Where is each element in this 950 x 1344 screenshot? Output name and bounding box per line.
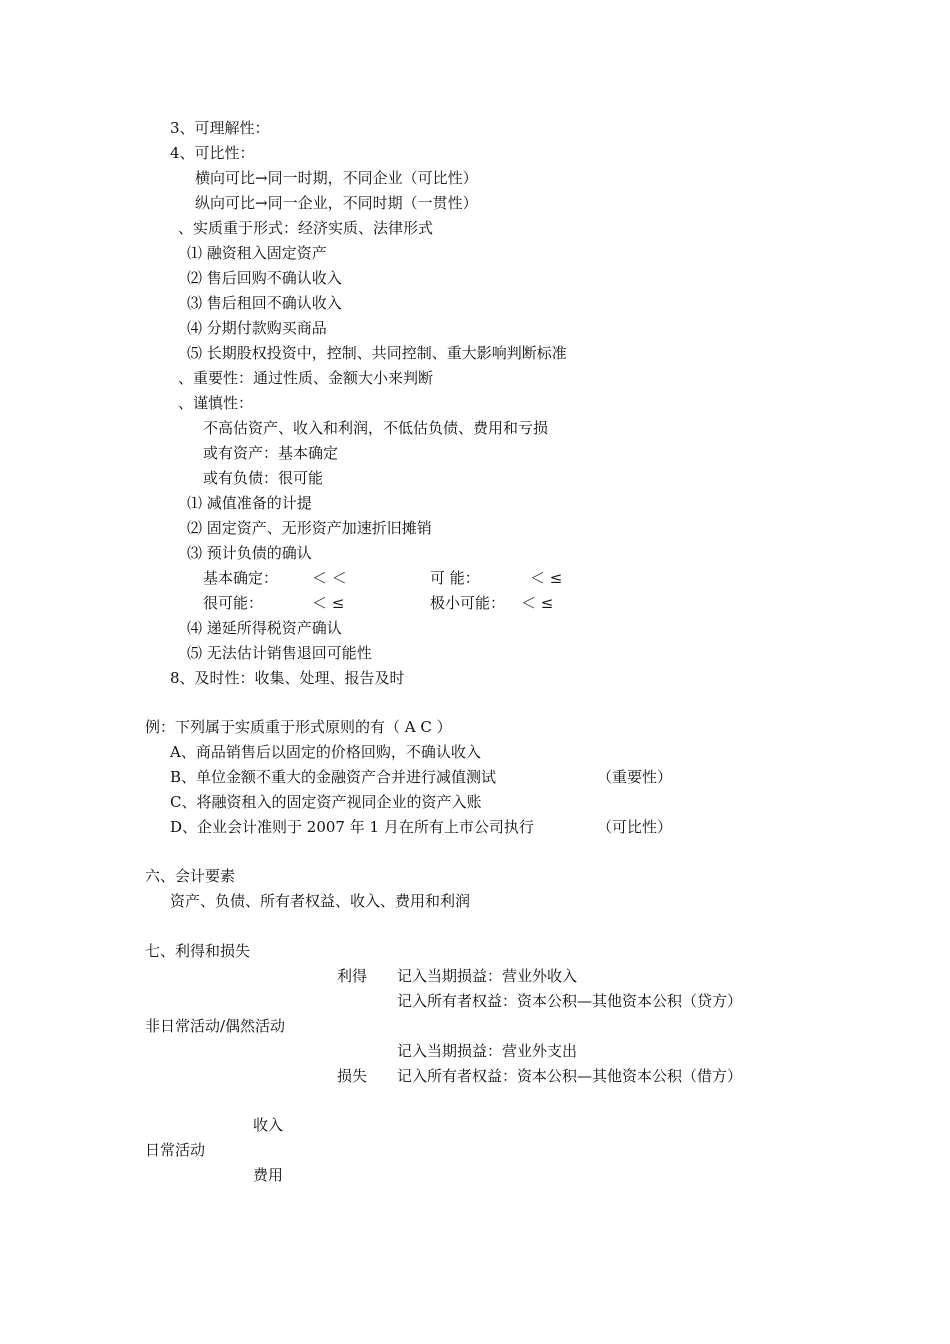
quality-item-7-sub-1: ⑴ 减值准备的计提 bbox=[187, 494, 312, 512]
quality-item-5-sub-3: ⑶ 售后租回不确认收入 bbox=[187, 294, 342, 312]
quality-item-7: 、谨慎性： bbox=[178, 394, 254, 412]
probability-remote-symbols: ＜ ≤ bbox=[521, 594, 554, 612]
expense-label: 费用 bbox=[253, 1166, 284, 1184]
quality-item-3: 3、可理解性： bbox=[170, 119, 270, 137]
example-option-c: C、将融资租入的固定资产视同企业的资产入账 bbox=[170, 793, 482, 811]
quality-item-7-line-3: 或有负债：很可能 bbox=[203, 469, 324, 487]
quality-item-4-vertical: 纵向可比→同一企业，不同时期（一贯性） bbox=[195, 194, 478, 212]
quality-item-7-line-1: 不高估资产、收入和利润，不低估负债、费用和亏损 bbox=[203, 419, 549, 437]
probability-possible-symbols: ＜ ≤ bbox=[530, 569, 563, 587]
quality-item-7-sub-2: ⑵ 固定资产、无形资产加速折旧摊销 bbox=[187, 519, 432, 537]
quality-item-4: 4、可比性： bbox=[170, 144, 255, 162]
probability-likely-symbols: ＜ ≤ bbox=[312, 594, 345, 612]
gain-line-2: 记入所有者权益：资本公积—其他资本公积（贷方） bbox=[397, 992, 743, 1010]
example-option-d: D、企业会计准则于 2007 年 1 月在所有上市公司执行 bbox=[170, 818, 534, 836]
loss-line-1: 记入当期损益：营业外支出 bbox=[397, 1042, 578, 1060]
gain-label: 利得 bbox=[337, 967, 368, 985]
quality-item-7-sub-3: ⑶ 预计负债的确认 bbox=[187, 544, 312, 562]
quality-item-8: 8、及时性：收集、处理、报告及时 bbox=[170, 669, 405, 687]
quality-item-5-sub-4: ⑷ 分期付款购买商品 bbox=[187, 319, 327, 337]
quality-item-5-sub-1: ⑴ 融资租入固定资产 bbox=[187, 244, 327, 262]
probability-basic-label: 基本确定： bbox=[203, 569, 279, 587]
probability-likely-label: 很可能： bbox=[203, 594, 264, 612]
section-6-content: 资产、负债、所有者权益、收入、费用和利润 bbox=[170, 892, 471, 910]
example-question: 例：下列属于实质重于形式原则的有（ A C ） bbox=[145, 718, 452, 736]
example-option-b: B、单位金额不重大的金融资产合并进行减值测试 bbox=[170, 768, 497, 786]
probability-basic-symbols: ＜ ＜ bbox=[312, 569, 347, 587]
quality-item-5: 、实质重于形式：经济实质、法律形式 bbox=[178, 219, 434, 237]
income-label: 收入 bbox=[253, 1116, 284, 1134]
example-option-d-note: （可比性） bbox=[597, 818, 673, 836]
quality-item-7-sub-4: ⑷ 递延所得税资产确认 bbox=[187, 619, 342, 637]
section-6-heading: 六、会计要素 bbox=[145, 867, 236, 885]
probability-possible-label: 可 能： bbox=[430, 569, 480, 587]
example-option-a: A、商品销售后以固定的价格回购，不确认收入 bbox=[170, 743, 481, 761]
gain-line-1: 记入当期损益：营业外收入 bbox=[397, 967, 578, 985]
quality-item-6: 、重要性：通过性质、金额大小来判断 bbox=[178, 369, 434, 387]
loss-line-2: 记入所有者权益：资本公积—其他资本公积（借方） bbox=[397, 1067, 743, 1085]
quality-item-5-sub-2: ⑵ 售后回购不确认收入 bbox=[187, 269, 342, 287]
loss-label: 损失 bbox=[337, 1067, 368, 1085]
quality-item-7-line-2: 或有资产：基本确定 bbox=[203, 444, 339, 462]
probability-remote-label: 极小可能： bbox=[430, 594, 506, 612]
example-option-b-note: （重要性） bbox=[597, 768, 673, 786]
quality-item-7-sub-5: ⑸ 无法估计销售退回可能性 bbox=[187, 644, 372, 662]
routine-activity-label: 日常活动 bbox=[145, 1141, 206, 1159]
nonroutine-activity-label: 非日常活动/偶然活动 bbox=[145, 1017, 286, 1035]
quality-item-5-sub-5: ⑸ 长期股权投资中，控制、共同控制、重大影响判断标准 bbox=[187, 344, 567, 362]
section-7-heading: 七、利得和损失 bbox=[145, 942, 251, 960]
quality-item-4-horizontal: 横向可比→同一时期，不同企业（可比性） bbox=[195, 169, 478, 187]
